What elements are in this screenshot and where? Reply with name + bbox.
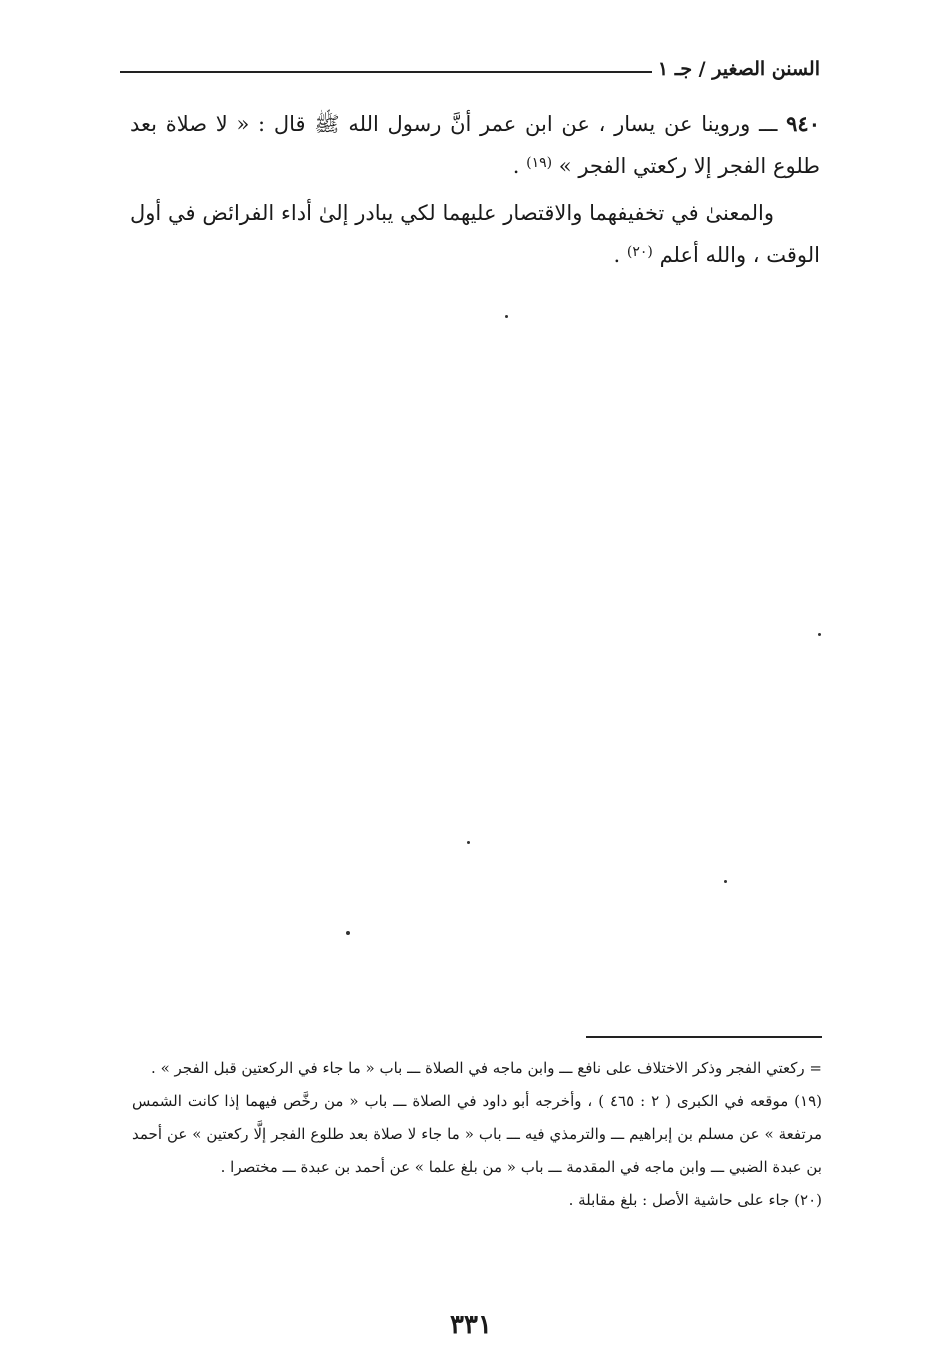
hadith-paragraph [130, 104, 820, 186]
scan-speck [467, 841, 470, 844]
footnote-19: (١٩) موقعه في الكبرى ( ٢ : ٤٦٥ ) ، وأخرجه أبو داود في الصلاة ـــ باب « من رخَّص فيهما إذا كانت الشمس مرتفعة » عن مسلم بن إبراهيم ـــ والترمذي فيه ـــ باب « ما جاء لا صلاة بعد طلوع الفجر إلَّا ركعتين » عن أحمد بن عبدة الضبي ـــ وابن ماجه في المقدمة ـــ باب « من بلغ علما » عن أحمد بن عبدة ـــ مختصرا . [132, 1092, 823, 1176]
hadith-number: ٩٤٠ [786, 111, 820, 136]
commentary-end: . [613, 243, 627, 267]
scan-speck [505, 315, 508, 318]
header-title: السنن الصغير / جـ ١ [657, 58, 820, 80]
hadith-end: . [512, 154, 527, 178]
running-header [120, 52, 820, 86]
footnote-continuation: = ركعتي الفجر وذكر الاختلاف على نافع ـــ وابن ماجه في الصلاة ـــ باب « ما جاء في الركعتين قبل الفجر » . [151, 1059, 822, 1077]
page-number: ٣٣١ [450, 1310, 492, 1340]
footnote-ref-19[interactable]: (١٩) [526, 155, 553, 171]
scan-speck [818, 633, 821, 636]
footnote-20: (٢٠) جاء على حاشية الأصل : بلغ مقابلة . [568, 1191, 822, 1209]
footnote-separator [586, 1036, 822, 1038]
footnotes [132, 1052, 822, 1217]
header-rule [120, 71, 652, 73]
scan-speck [346, 931, 350, 935]
scan-speck [724, 880, 727, 883]
hadith-text: وروينا عن يسار ، عن ابن عمر أنَّ رسول الله ﷺ قال : « لا صلاة بعد طلوع الفجر إلا ركعتي الفجر » [130, 112, 820, 178]
commentary-text: والمعنىٰ في تخفيفهما والاقتصار عليهما لكي يبادر إلىٰ أداء الفرائض في أول الوقت ، والله أعلم [130, 201, 820, 267]
footnote-ref-20[interactable]: (٢٠) [626, 244, 653, 260]
main-text [130, 104, 820, 283]
commentary-paragraph [130, 194, 820, 275]
hadith-dash: ـــ [758, 112, 778, 136]
